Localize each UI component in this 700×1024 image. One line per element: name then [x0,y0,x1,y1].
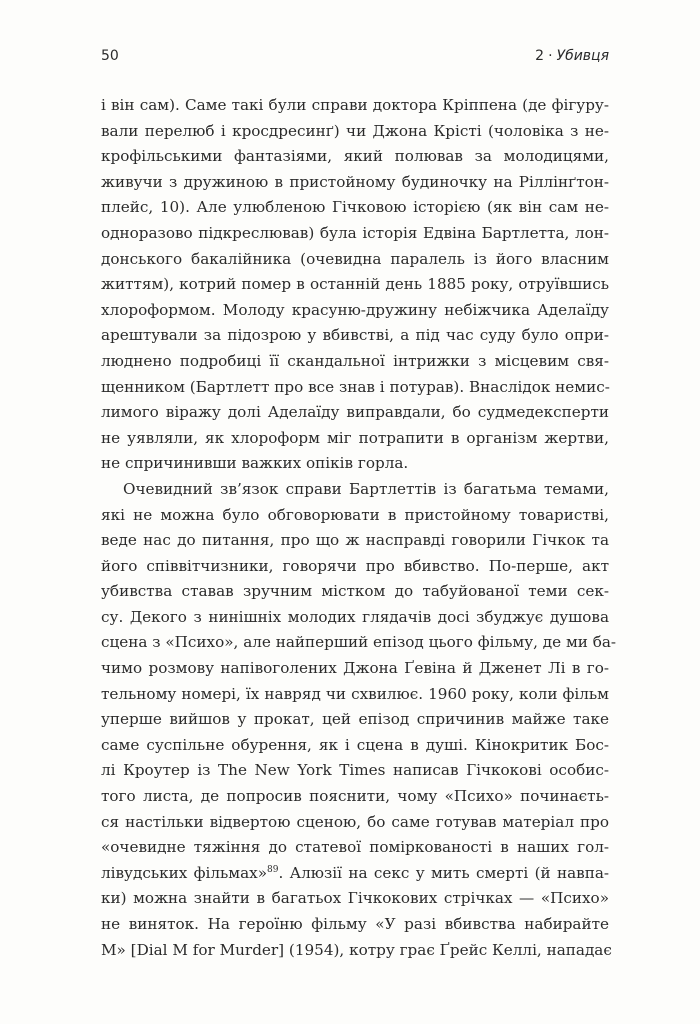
text-line: су. Декого з нинішніх молодих глядачів досі збуджує душова [101,607,609,626]
text-line: лі Кроутер із The New York Times написав Гічкокові особис- [101,761,609,780]
text-line: його співвітчизники, говорячи про вбивство. По-перше, акт [101,556,609,575]
text-line: веде нас до питання, про що ж насправді говорили Гічкок та [101,531,609,550]
text-line: не спричинивши важких опіків горла. [101,454,409,473]
text-line: і він сам). Саме такі були справи доктора Кріппена (де фігуру- [101,96,609,114]
text-line: тельному номері, їх навряд чи схвилює. 1960 року, коли фільм [101,684,609,703]
page-number: 50 [101,48,119,64]
text-line: чимо розмову напівоголених Джона Ґевіна й Дженет Лі в го- [101,659,609,678]
text-line: людненo подробиці її скандальної інтрижки з місцевим свя- [101,351,609,370]
text-line: одноразово підкреслював) була історія Едвіна Бартлетта, лон- [101,223,609,242]
text-line: щенником (Бартлетт про все знав і потурав). Внаслідок немис- [101,377,610,396]
text-line: ся настільки відвертою сценою, бо саме готував матеріал про [101,812,609,831]
text-line: хлороформом. Молоду красуню-дружину небіжчика Аделаїду [101,300,609,319]
separator-dot: · [548,48,553,64]
text-line: живучи з дружиною в пристойному будиночку на Ріллінґтон- [101,172,609,191]
text-line: ки) можна знайти в багатьох Гічкокових стрічках — «Психо» [101,889,609,908]
text-line: життям), котрий помер в останній день 1885 року, отруївшись [101,275,609,294]
paragraph-1 [101,93,609,477]
text-line: не уявляли, як хлороформ міг потрапити в організм жертви, [101,428,609,447]
text-line: плейс, 10). Але улюбленою Гічковою історією (як він сам не- [101,198,609,217]
chapter-number: 2 [535,48,545,64]
text-line: арештували за підозрою у вбивстві, а під час суду було опри- [101,326,609,345]
text-line: лимого віражу долі Аделаїду виправдали, бо судмедексперти [101,403,609,422]
body-text [101,93,617,963]
text-line: того листа, де попросив пояснити, чому «Психо» починаєть- [101,787,609,806]
text-line: крофільськими фантазіями, який полював за молодицями, [101,147,609,166]
text-line: М» [Dial M for Murder] (1954), котру грає Ґрейс Келлі, нападає [101,940,612,959]
text-line: саме суспільне обурення, як і сцена в душі. Кінокритик Бос- [101,735,609,754]
text-line: убивства ставав зручним містком до табуйованої теми сек- [101,582,609,601]
text-line: донського бакалійника (очевидна паралель із його власним [101,249,609,268]
text-line-with-footnote [101,861,609,887]
running-head [101,48,609,72]
footnote-reference[interactable]: 89 [267,864,279,875]
chapter-title: Убивця [556,48,609,64]
paragraph-2 [101,477,617,963]
text-line: які не можна було обговорювати в пристойному товаристві, [101,505,609,524]
text-fragment: . Алюзії на секс у мить смерті (й навпа- [278,863,609,882]
text-line: сцена з «Психо», але найперший епізод цього фільму, де ми ба- [101,633,617,652]
text-line: Очевидний зв’язок справи Бартлеттів із багатьма темами, [123,479,609,498]
text-line: уперше вийшов у прокат, цей епізод спричинив майже таке [101,710,609,729]
text-fragment: лівудських фільмах» [101,863,268,882]
text-line: не виняток. На героїню фільму «У разі вбивства набирайте [101,915,609,933]
chapter-running-title [535,48,609,64]
text-line: «очевидне тяжіння до статевої поміркованості в наших гол- [101,838,609,857]
text-line: вали перелюб і кросдресинґ) чи Джона Крісті (чоловіка з не- [101,121,609,140]
